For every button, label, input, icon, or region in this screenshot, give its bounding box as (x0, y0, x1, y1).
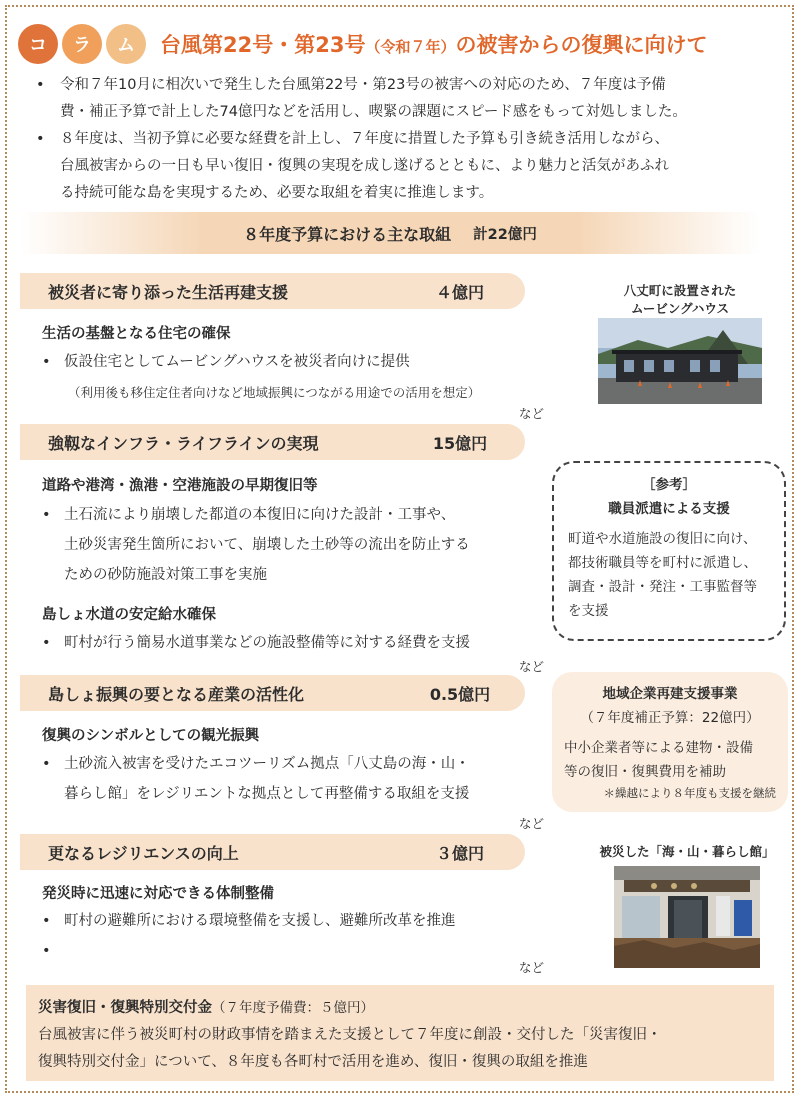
reference-line: 調査・設計・発注・工事監督等 (568, 579, 757, 595)
grant-heading-row (38, 995, 762, 1022)
sub-heading: 復興のシンボルとしての観光振興 (42, 728, 260, 744)
business-recovery-box (552, 672, 788, 812)
bullet-text: 町村の避難所における環境整備を支援し、避難所改革を推進 (64, 913, 456, 929)
section-amount: 15億円 (432, 433, 488, 453)
bullet-item: • (42, 943, 51, 959)
bullet-text: 土砂流入被害を受けたエコツーリズム拠点「八丈島の海・山・ (64, 756, 470, 772)
intro-line: る持続可能な島を実現するため、必要な取組を着実に推進します。 (60, 185, 494, 201)
recovery-line: 中小企業者等による建物・設備 (564, 740, 753, 756)
intro-bullet (34, 126, 774, 207)
budget-banner (20, 212, 760, 254)
section-note: （利用後も移住定住者向けなど地域振興につながる用途での活用を想定） (68, 385, 481, 400)
title-main: 台風第22号・第23号 (160, 33, 366, 57)
section-header-4 (20, 834, 525, 870)
section-header-1 (20, 273, 525, 309)
sub-heading: 道路や港湾・漁港・空港施設の早期復旧等 (42, 478, 318, 494)
intro-line: 費・補正予算で計上した74億円などを活用し、喫緊の課題にスピード感をもって対処しました。 (60, 104, 687, 120)
bullet-text: ための砂防施設対策工事を実施 (64, 567, 267, 583)
bullet-text: 仮設住宅としてムービングハウスを被災者向けに提供 (64, 354, 410, 370)
section-amount: ３億円 (435, 843, 484, 863)
section-title: 更なるレジリエンスの向上 (48, 843, 239, 863)
bullet-text: 土砂災害発生箇所において、崩壊した土砂等の流出を防止する (64, 537, 470, 553)
special-grant-box (26, 985, 774, 1081)
section-title: 島しょ振興の要となる産業の活性化 (48, 684, 305, 704)
section-header-3 (20, 675, 525, 711)
reference-line: を支援 (568, 603, 609, 619)
grant-heading-sub: （７年度予備費：５億円） (212, 1000, 374, 1016)
reference-box (552, 461, 786, 641)
bullet-item: • 仮設住宅としてムービングハウスを被災者向けに提供 (42, 354, 410, 370)
section-title: 強靱なインフラ・ライフラインの実現 (48, 433, 319, 453)
recovery-subheading: （７年度補正予算：22億円） (580, 710, 760, 726)
sub-heading: 島しょ水道の安定給水確保 (42, 607, 216, 623)
grant-heading: 災害復旧・復興特別交付金 (38, 1000, 212, 1016)
grant-line: 台風被害に伴う被災町村の財政事情を踏まえた支援として７年度に創設・交付した「災害復旧・ (38, 1027, 662, 1043)
bullet-item: • 町村の避難所における環境整備を支援し、避難所改革を推進 (42, 913, 456, 929)
section-amount: ４億円 (435, 282, 484, 302)
bullet-item: • 土石流により崩壊した都道の本復旧に向けた設計・工事や、 土砂災害発生箇所において、崩壊した土砂等の流出を防止する ための砂防施設対策工事を実施 (42, 507, 470, 583)
sub-heading: 生活の基盤となる住宅の確保 (42, 326, 231, 342)
etc-label: など (519, 960, 545, 975)
recovery-note: ＊繰越により８年度も支援を継続 (603, 786, 776, 800)
reference-heading: 職員派遣による支援 (608, 501, 730, 517)
column-badge-1: コ (18, 24, 58, 64)
grant-line: 復興特別交付金」について、８年度も各町村で活用を進め、復旧・復興の取組を推進 (38, 1054, 588, 1070)
recovery-heading: 地域企業再建支援事業 (602, 686, 738, 702)
reference-line: 都技術職員等を町村に派遣し、 (568, 555, 757, 571)
banner-total: 計22億円 (473, 226, 537, 243)
section-title: 被災者に寄り添った生活再建支援 (48, 282, 289, 302)
intro-line: 令和７年10月に相次いで発生した台風第22号・第23号の被害への対応のため、７年度は予備 (60, 77, 666, 93)
title-tail: の被害からの復興に向けて (455, 33, 708, 57)
etc-label: など (519, 406, 545, 421)
column-header (18, 22, 707, 66)
intro-bullet (34, 72, 774, 126)
photo-caption-moving-house (600, 282, 760, 318)
bullet-item: • 土砂流入被害を受けたエコツーリズム拠点「八丈島の海・山・ 暮らし館」をレジリエントな拠点として再整備する取組を支援 (42, 756, 470, 802)
photo-caption-damaged-hall: 被災した「海・山・暮らし館」 (599, 844, 775, 859)
bullet-text: 土石流により崩壊した都道の本復旧に向けた設計・工事や、 (64, 507, 456, 523)
bullet-item: • 町村が行う簡易水道事業などの施設整備等に対する経費を支援 (42, 635, 470, 651)
section-header-2 (20, 424, 525, 460)
recovery-line: 等の復旧・復興費用を補助 (564, 764, 726, 780)
bullet-text: 暮らし館」をレジリエントな拠点として再整備する取組を支援 (64, 786, 470, 802)
column-badge-3: ム (106, 24, 146, 64)
sub-heading: 発災時に迅速に対応できる体制整備 (42, 886, 274, 902)
reference-tag: ［参考］ (642, 477, 696, 493)
etc-label: など (519, 816, 545, 831)
etc-label: など (519, 659, 545, 674)
reference-line: 町道や水道施設の復旧に向け、 (568, 531, 757, 547)
caption-line: 八丈町に設置された (623, 283, 737, 298)
caption-line: ムービングハウス (630, 301, 729, 316)
intro-line: ８年度は、当初予算に必要な経費を計上し、７年度に措置した予算も引き続き活用しながら、 (60, 131, 669, 147)
intro-line: 台風被害からの一日も早い復旧・復興の実現を成し遂げるとともに、より魅力と活気があふれ (60, 158, 669, 174)
banner-title: ８年度予算における主な取組 (243, 224, 452, 244)
intro-list (34, 72, 774, 207)
damaged-hall-photo (614, 866, 760, 968)
column-badge-2: ラ (62, 24, 102, 64)
bullet-text: 町村が行う簡易水道事業などの施設整備等に対する経費を支援 (64, 635, 470, 651)
page-title (160, 29, 707, 59)
title-paren: （令和７年） (365, 38, 456, 56)
section-amount: 0.5億円 (429, 684, 491, 704)
moving-house-photo (598, 318, 762, 404)
